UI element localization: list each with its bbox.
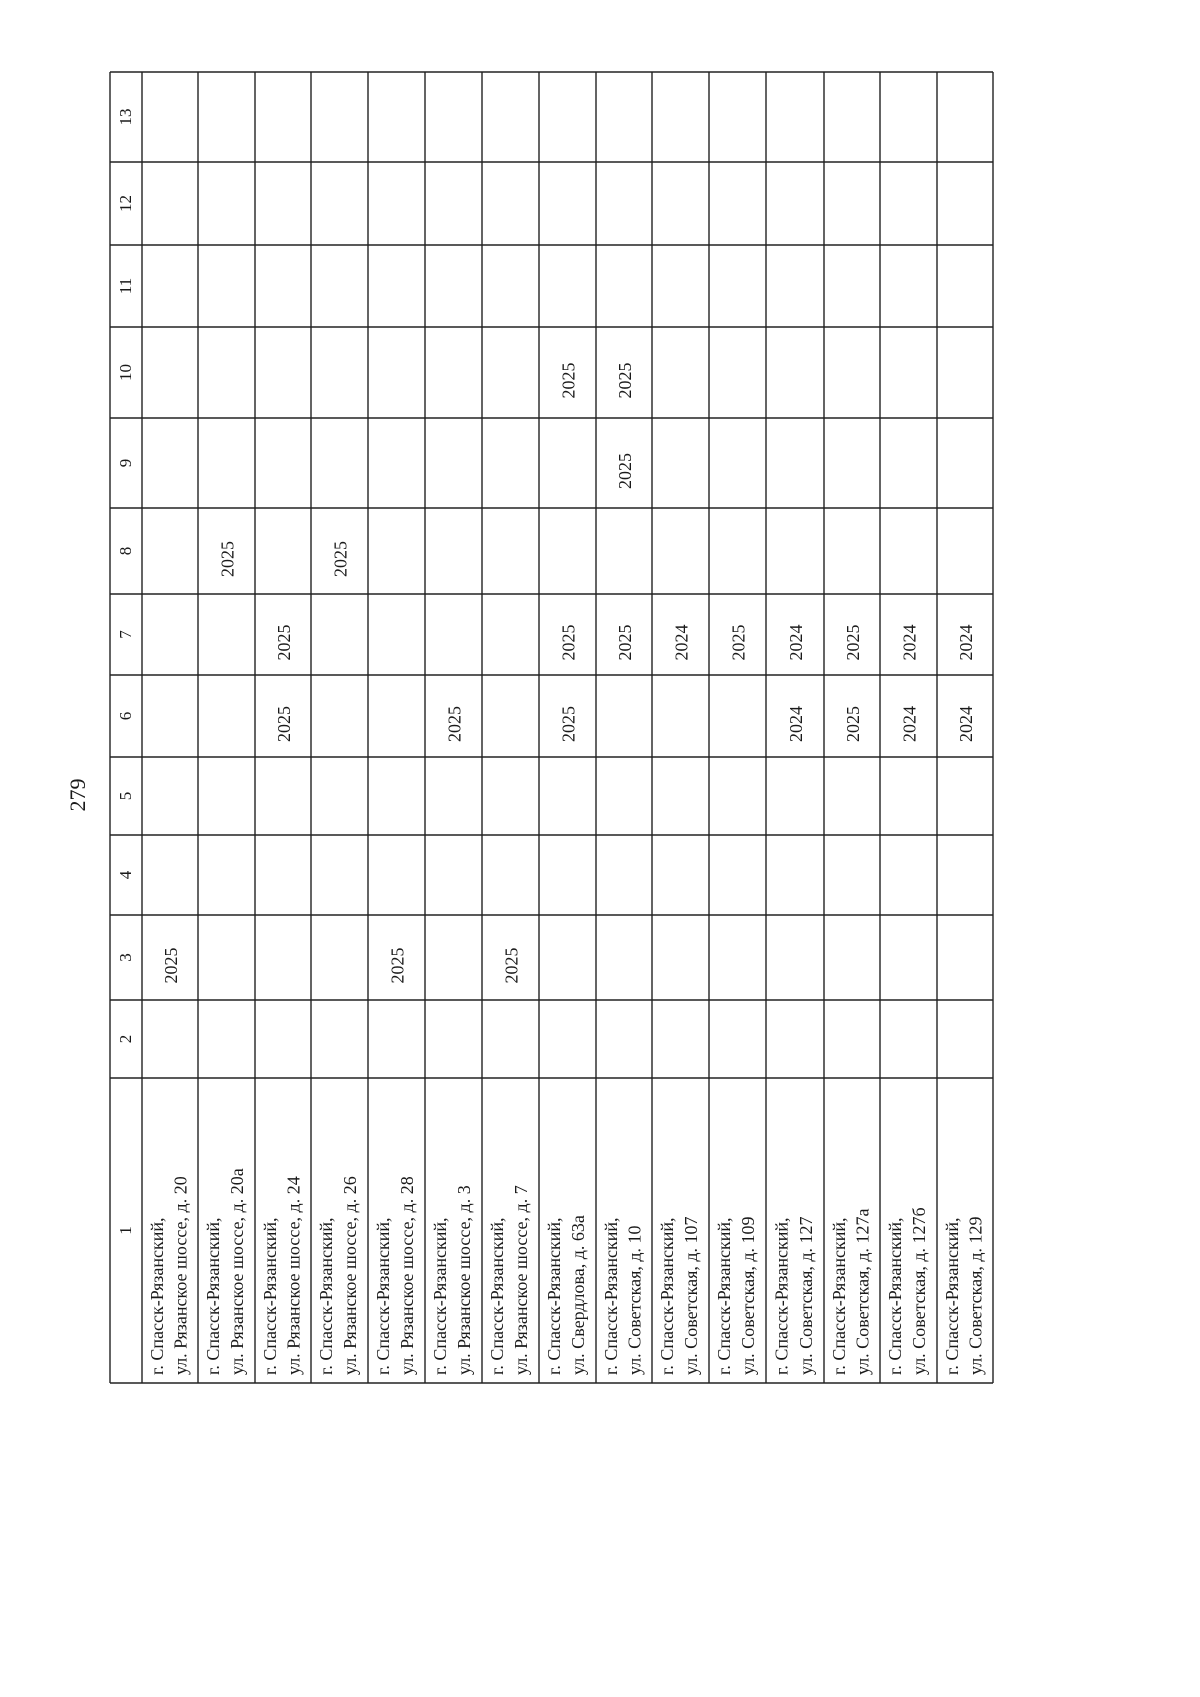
row-address-line1: г. Спасск-Рязанский, [657, 1217, 678, 1375]
cell-year-col-7: 2025 [728, 624, 749, 661]
column-header-6: 6 [115, 711, 135, 721]
column-header-5: 5 [115, 791, 135, 801]
cell-year-col-6: 2025 [558, 706, 579, 742]
column-header-1: 1 [115, 1226, 135, 1235]
row-address-line2: ул. Свердлова, д. 63а [568, 1215, 589, 1375]
column-header-9: 9 [115, 458, 135, 468]
row-address-line1: г. Спасск-Рязанский, [941, 1217, 962, 1375]
cell-year-col-7: 2025 [842, 624, 863, 661]
page-number: 279 [65, 778, 90, 812]
cell-year-col-6: 2024 [786, 706, 807, 742]
column-header-13: 13 [115, 108, 135, 126]
row-address-line2: ул. Рязанское шоссе, д. 7 [511, 1185, 532, 1375]
row-address-line1: г. Спасск-Рязанский, [600, 1217, 621, 1375]
cell-year-col-10: 2025 [558, 362, 579, 399]
column-header-3: 3 [115, 953, 135, 962]
cell-year-col-7: 2025 [558, 624, 579, 661]
row-address-line2: ул. Советская, д. 127 [795, 1216, 816, 1375]
row-address-line2: ул. Советская, д. 10 [624, 1225, 645, 1375]
cell-year-col-6: 2024 [955, 706, 976, 742]
row-address-line1: г. Спасск-Рязанский, [430, 1217, 451, 1375]
row-address-line1: г. Спасск-Рязанский, [259, 1217, 280, 1375]
cell-year-col-3: 2025 [387, 947, 408, 984]
cell-year-col-7: 2025 [614, 624, 635, 661]
row-address-line2: ул. Рязанское шоссе, д. 26 [340, 1176, 361, 1375]
cell-year-col-7: 2024 [955, 624, 976, 661]
row-address-line1: г. Спасск-Рязанский, [373, 1217, 394, 1375]
row-address-line2: ул. Советская, д. 107 [681, 1216, 702, 1375]
row-address-line1: г. Спасск-Рязанский, [771, 1217, 792, 1375]
cell-year-col-6: 2025 [273, 706, 294, 742]
row-address-line1: г. Спасск-Рязанский, [146, 1217, 167, 1375]
row-address-line1: г. Спасск-Рязанский, [487, 1217, 508, 1375]
cell-year-col-7: 2024 [671, 624, 692, 661]
column-header-2: 2 [115, 1034, 135, 1044]
cell-year-col-7: 2024 [786, 624, 807, 661]
column-header-11: 11 [115, 277, 135, 295]
row-address-line1: г. Спасск-Рязанский, [885, 1217, 906, 1375]
cell-year-col-3: 2025 [160, 947, 181, 984]
cell-year-col-6: 2025 [842, 706, 863, 742]
row-address-line2: ул. Советская, д. 129 [965, 1216, 986, 1375]
row-address-line1: г. Спасск-Рязанский, [316, 1217, 337, 1375]
cell-year-col-9: 2025 [614, 453, 635, 489]
column-header-7: 7 [115, 630, 135, 639]
cell-year-col-7: 2024 [899, 624, 920, 661]
column-header-4: 4 [115, 870, 135, 880]
row-address-line1: г. Спасск-Рязанский, [714, 1217, 735, 1375]
cell-year-col-10: 2025 [614, 362, 635, 399]
cell-year-col-3: 2025 [501, 947, 522, 984]
row-address-line2: ул. Советская, д. 109 [738, 1216, 759, 1375]
row-address-line1: г. Спасск-Рязанский, [828, 1217, 849, 1375]
row-address-line2: ул. Советская, д. 127а [852, 1208, 873, 1375]
row-address-line2: ул. Советская, д. 127б [909, 1207, 930, 1375]
row-address-line1: г. Спасск-Рязанский, [203, 1217, 224, 1375]
row-address-line1: г. Спасск-Рязанский, [544, 1217, 565, 1375]
row-address-line2: ул. Рязанское шоссе, д. 28 [397, 1176, 418, 1375]
cell-year-col-8: 2025 [330, 541, 351, 577]
row-address-line2: ул. Рязанское шоссе, д. 24 [283, 1176, 304, 1375]
cell-year-col-7: 2025 [273, 624, 294, 661]
cell-year-col-6: 2025 [444, 706, 465, 742]
column-header-12: 12 [115, 195, 135, 212]
row-address-line2: ул. Рязанское шоссе, д. 3 [454, 1185, 475, 1375]
cell-year-col-8: 2025 [217, 541, 238, 577]
row-address-line2: ул. Рязанское шоссе, д. 20а [227, 1168, 248, 1375]
column-header-8: 8 [115, 546, 135, 556]
row-address-line2: ул. Рязанское шоссе, д. 20 [170, 1176, 191, 1375]
column-header-10: 10 [115, 364, 135, 381]
cell-year-col-6: 2024 [899, 706, 920, 742]
